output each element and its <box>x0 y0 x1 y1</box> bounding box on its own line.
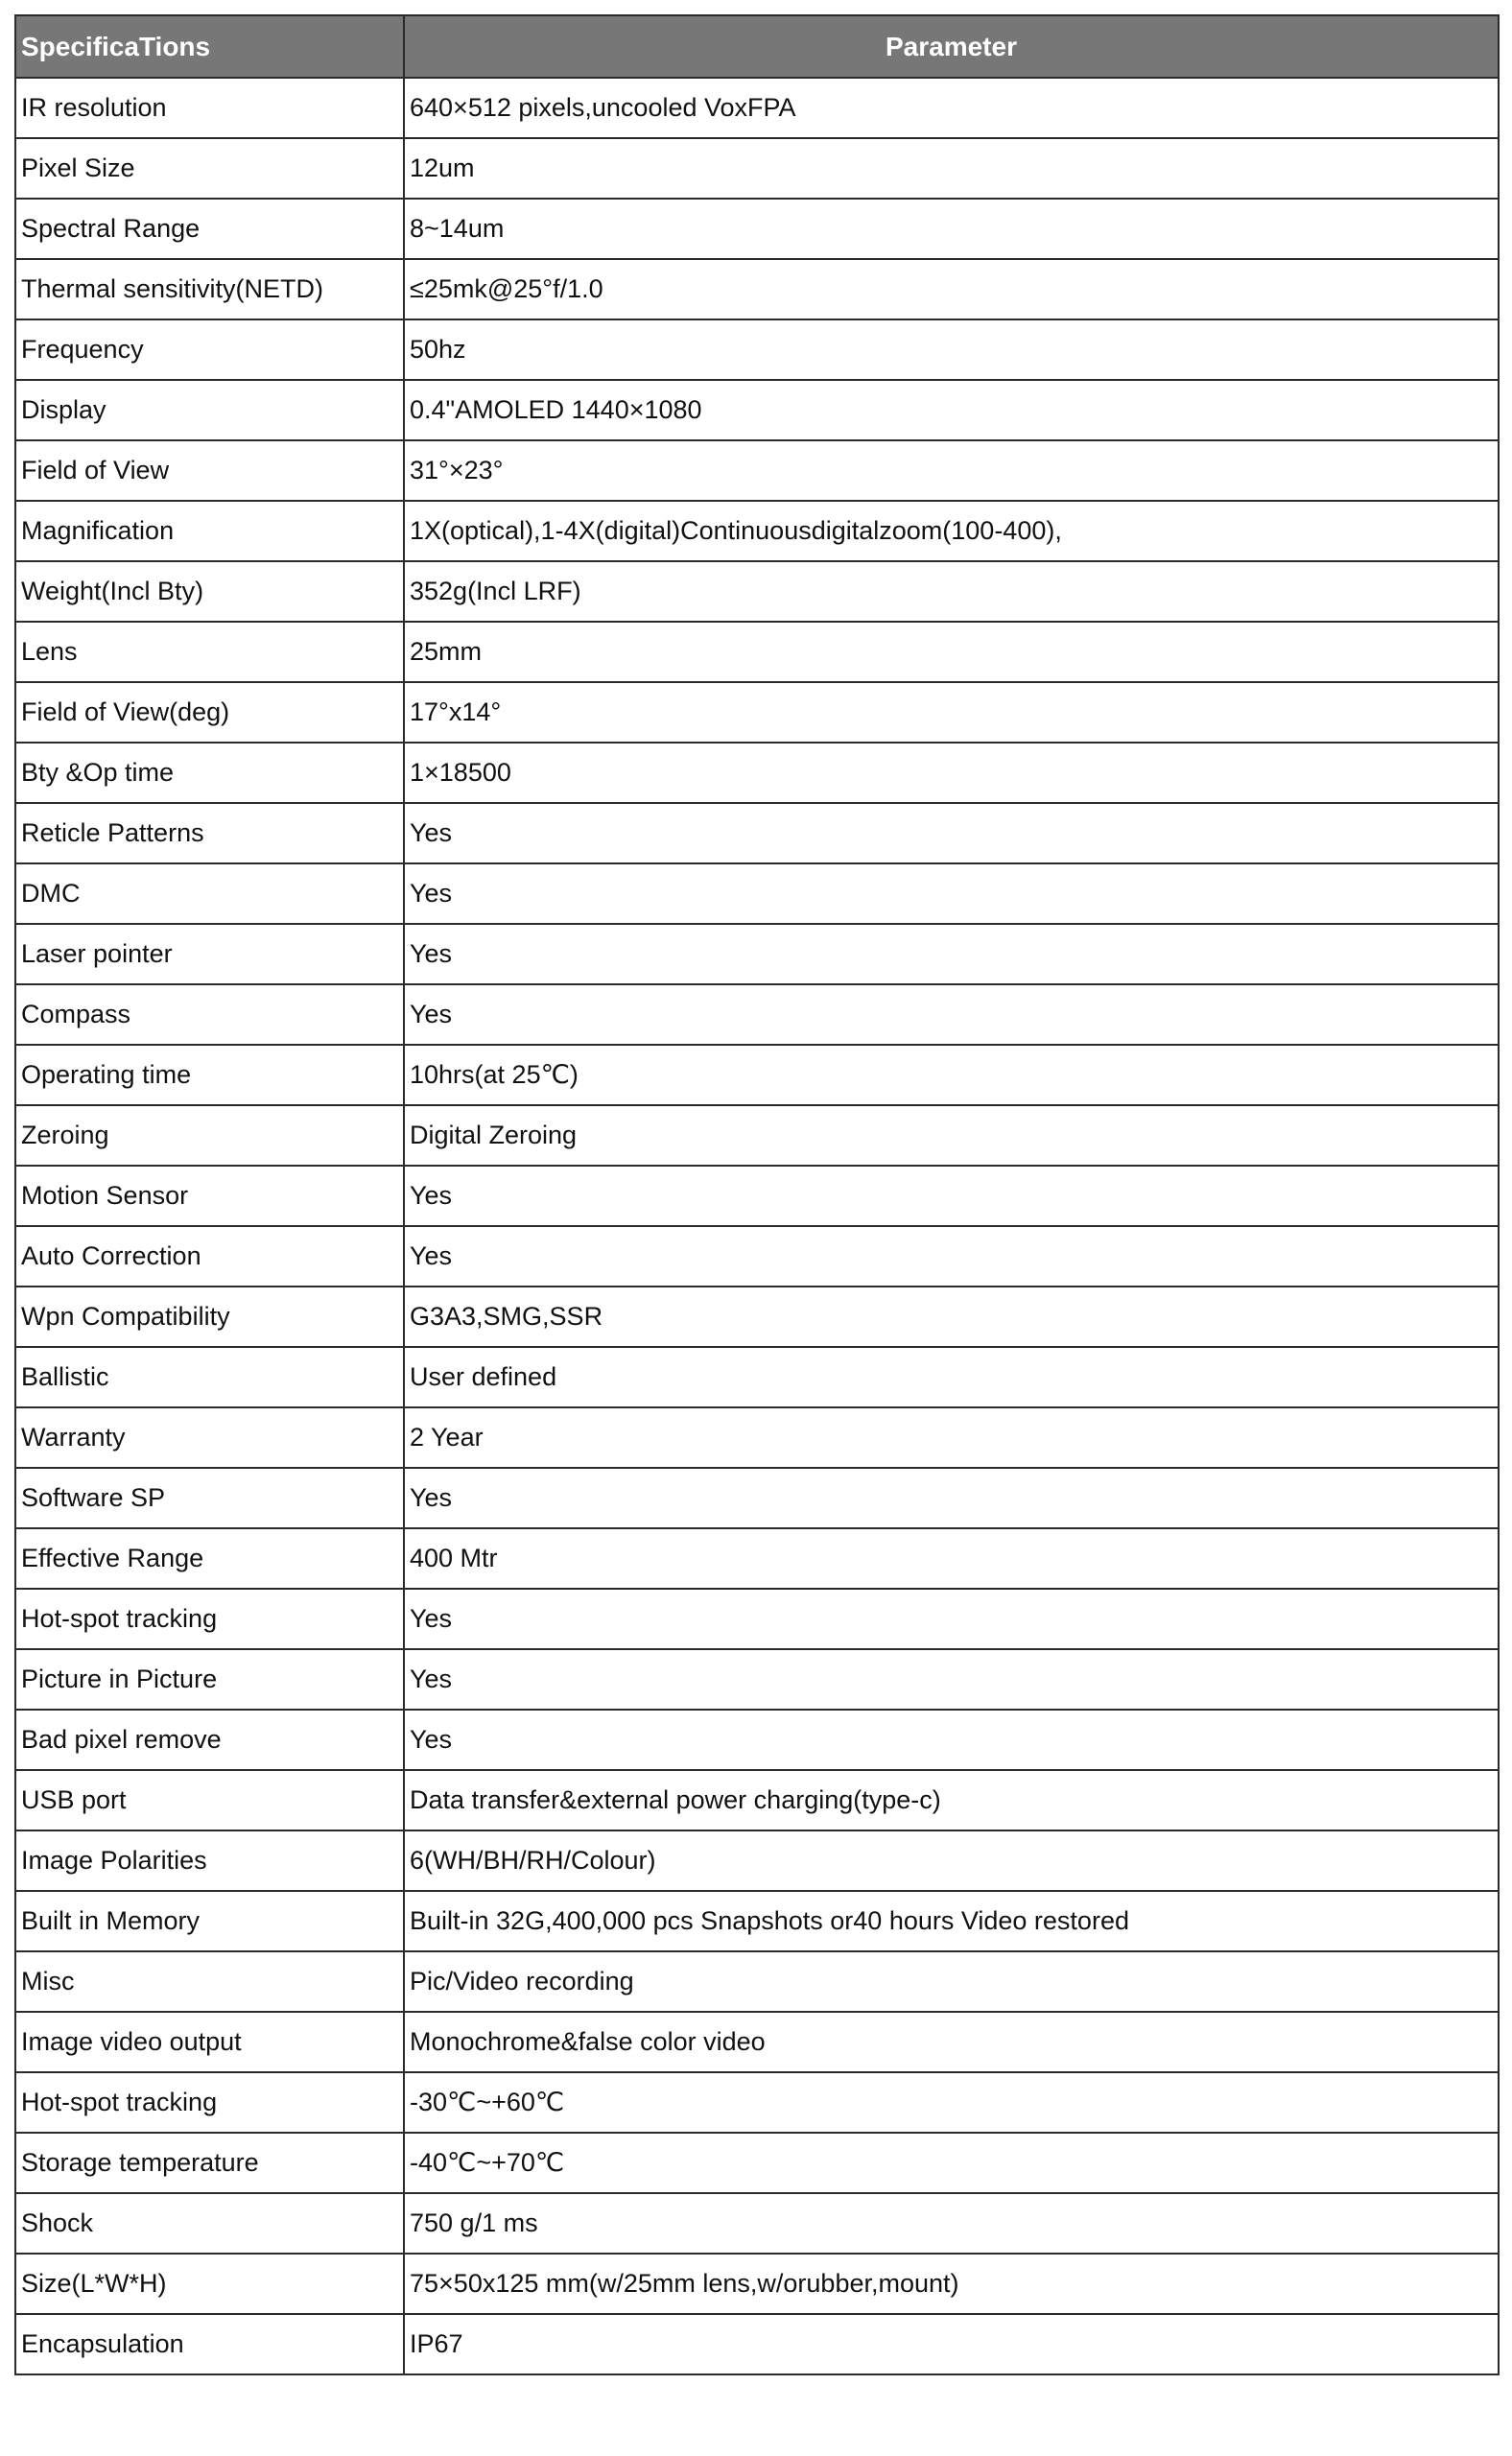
spec-name-cell: IR resolution <box>15 78 404 138</box>
table-row <box>15 803 1499 863</box>
spec-name-cell: Encapsulation <box>15 2314 404 2374</box>
spec-value-cell: -40℃~+70℃ <box>404 2133 1499 2193</box>
spec-name-cell: Motion Sensor <box>15 1166 404 1226</box>
spec-value-cell: G3A3,SMG,SSR <box>404 1287 1499 1347</box>
spec-name-cell: Magnification <box>15 501 404 561</box>
table-row <box>15 380 1499 440</box>
spec-value-cell: 25mm <box>404 622 1499 682</box>
spec-value-cell: Monochrome&false color video <box>404 2012 1499 2072</box>
table-row <box>15 78 1499 138</box>
table-row <box>15 2133 1499 2193</box>
spec-value-cell: Yes <box>404 1710 1499 1770</box>
table-row <box>15 743 1499 803</box>
spec-value-cell: Yes <box>404 924 1499 984</box>
table-row <box>15 2193 1499 2254</box>
spec-name-cell: Laser pointer <box>15 924 404 984</box>
spec-value-cell: 6(WH/BH/RH/Colour) <box>404 1830 1499 1891</box>
spec-value-cell: Digital Zeroing <box>404 1105 1499 1166</box>
spec-value-cell: Yes <box>404 803 1499 863</box>
spec-value-cell: Yes <box>404 1589 1499 1649</box>
spec-value-cell: Yes <box>404 1649 1499 1710</box>
table-row <box>15 1105 1499 1166</box>
table-row <box>15 561 1499 622</box>
spec-value-cell: 12um <box>404 138 1499 199</box>
spec-value-cell: 75×50x125 mm(w/25mm lens,w/orubber,mount) <box>404 2254 1499 2314</box>
spec-value-cell: -30℃~+60℃ <box>404 2072 1499 2133</box>
table-row <box>15 259 1499 319</box>
spec-value-cell: Pic/Video recording <box>404 1951 1499 2012</box>
spec-value-cell: ≤25mk@25°f/1.0 <box>404 259 1499 319</box>
spec-name-cell: Lens <box>15 622 404 682</box>
spec-name-cell: Weight(Incl Bty) <box>15 561 404 622</box>
spec-name-cell: Compass <box>15 984 404 1045</box>
table-row <box>15 1287 1499 1347</box>
spec-name-cell: Image video output <box>15 2012 404 2072</box>
spec-name-cell: Hot-spot tracking <box>15 2072 404 2133</box>
spec-name-cell: Hot-spot tracking <box>15 1589 404 1649</box>
table-row <box>15 199 1499 259</box>
spec-value-cell: Yes <box>404 984 1499 1045</box>
spec-value-cell: Yes <box>404 1226 1499 1287</box>
spec-name-cell: Spectral Range <box>15 199 404 259</box>
spec-name-cell: Built in Memory <box>15 1891 404 1951</box>
table-row <box>15 682 1499 743</box>
spec-name-cell: Bty &Op time <box>15 743 404 803</box>
spec-value-cell: 31°×23° <box>404 440 1499 501</box>
table-row <box>15 984 1499 1045</box>
table-row <box>15 1649 1499 1710</box>
table-row <box>15 2012 1499 2072</box>
table-row <box>15 1166 1499 1226</box>
spec-name-cell: Image Polarities <box>15 1830 404 1891</box>
spec-value-cell: 1×18500 <box>404 743 1499 803</box>
spec-value-cell: 640×512 pixels,uncooled VoxFPA <box>404 78 1499 138</box>
header-parameter: Parameter <box>404 15 1499 78</box>
spec-value-cell: 1X(optical),1-4X(digital)Continuousdigitalzoom(100-400), <box>404 501 1499 561</box>
spec-value-cell: Yes <box>404 863 1499 924</box>
spec-name-cell: Field of View <box>15 440 404 501</box>
spec-name-cell: Software SP <box>15 1468 404 1528</box>
spec-value-cell: 50hz <box>404 319 1499 380</box>
table-row <box>15 1589 1499 1649</box>
spec-name-cell: Warranty <box>15 1407 404 1468</box>
spec-name-cell: Reticle Patterns <box>15 803 404 863</box>
spec-name-cell: Pixel Size <box>15 138 404 199</box>
spec-value-cell: 17°x14° <box>404 682 1499 743</box>
table-row <box>15 1347 1499 1407</box>
spec-name-cell: Misc <box>15 1951 404 2012</box>
spec-name-cell: DMC <box>15 863 404 924</box>
table-row <box>15 1468 1499 1528</box>
table-row <box>15 1528 1499 1589</box>
spec-name-cell: Ballistic <box>15 1347 404 1407</box>
spec-name-cell: Frequency <box>15 319 404 380</box>
spec-table <box>14 14 1500 2375</box>
table-row <box>15 924 1499 984</box>
spec-value-cell: 10hrs(at 25℃) <box>404 1045 1499 1105</box>
table-row <box>15 2314 1499 2374</box>
spec-value-cell: Built-in 32G,400,000 pcs Snapshots or40 hours Video restored <box>404 1891 1499 1951</box>
spec-value-cell: 0.4"AMOLED 1440×1080 <box>404 380 1499 440</box>
spec-value-cell: 8~14um <box>404 199 1499 259</box>
spec-name-cell: Bad pixel remove <box>15 1710 404 1770</box>
table-row <box>15 1407 1499 1468</box>
spec-value-cell: Data transfer&external power charging(type-c) <box>404 1770 1499 1830</box>
table-row <box>15 1830 1499 1891</box>
spec-value-cell: User defined <box>404 1347 1499 1407</box>
table-body <box>15 78 1499 2374</box>
table-header <box>15 15 1499 78</box>
spec-value-cell: 352g(Incl LRF) <box>404 561 1499 622</box>
spec-name-cell: Auto Correction <box>15 1226 404 1287</box>
spec-name-cell: Thermal sensitivity(NETD) <box>15 259 404 319</box>
spec-sheet <box>14 14 1498 2375</box>
spec-value-cell: 2 Year <box>404 1407 1499 1468</box>
spec-name-cell: Field of View(deg) <box>15 682 404 743</box>
table-row <box>15 1226 1499 1287</box>
table-row <box>15 440 1499 501</box>
spec-value-cell: IP67 <box>404 2314 1499 2374</box>
spec-name-cell: Operating time <box>15 1045 404 1105</box>
spec-name-cell: Size(L*W*H) <box>15 2254 404 2314</box>
spec-value-cell: 750 g/1 ms <box>404 2193 1499 2254</box>
spec-name-cell: USB port <box>15 1770 404 1830</box>
table-row <box>15 863 1499 924</box>
table-row <box>15 1951 1499 2012</box>
spec-value-cell: Yes <box>404 1166 1499 1226</box>
table-row <box>15 1891 1499 1951</box>
spec-name-cell: Storage temperature <box>15 2133 404 2193</box>
spec-name-cell: Picture in Picture <box>15 1649 404 1710</box>
table-row <box>15 2254 1499 2314</box>
table-row <box>15 1045 1499 1105</box>
table-row <box>15 1710 1499 1770</box>
table-row <box>15 622 1499 682</box>
table-row <box>15 138 1499 199</box>
spec-name-cell: Zeroing <box>15 1105 404 1166</box>
spec-name-cell: Display <box>15 380 404 440</box>
spec-value-cell: 400 Mtr <box>404 1528 1499 1589</box>
header-specifications: SpecificaTions <box>15 15 404 78</box>
table-row <box>15 2072 1499 2133</box>
table-row <box>15 501 1499 561</box>
spec-name-cell: Effective Range <box>15 1528 404 1589</box>
header-row <box>15 15 1499 78</box>
spec-value-cell: Yes <box>404 1468 1499 1528</box>
spec-name-cell: Shock <box>15 2193 404 2254</box>
spec-name-cell: Wpn Compatibility <box>15 1287 404 1347</box>
table-row <box>15 319 1499 380</box>
table-row <box>15 1770 1499 1830</box>
